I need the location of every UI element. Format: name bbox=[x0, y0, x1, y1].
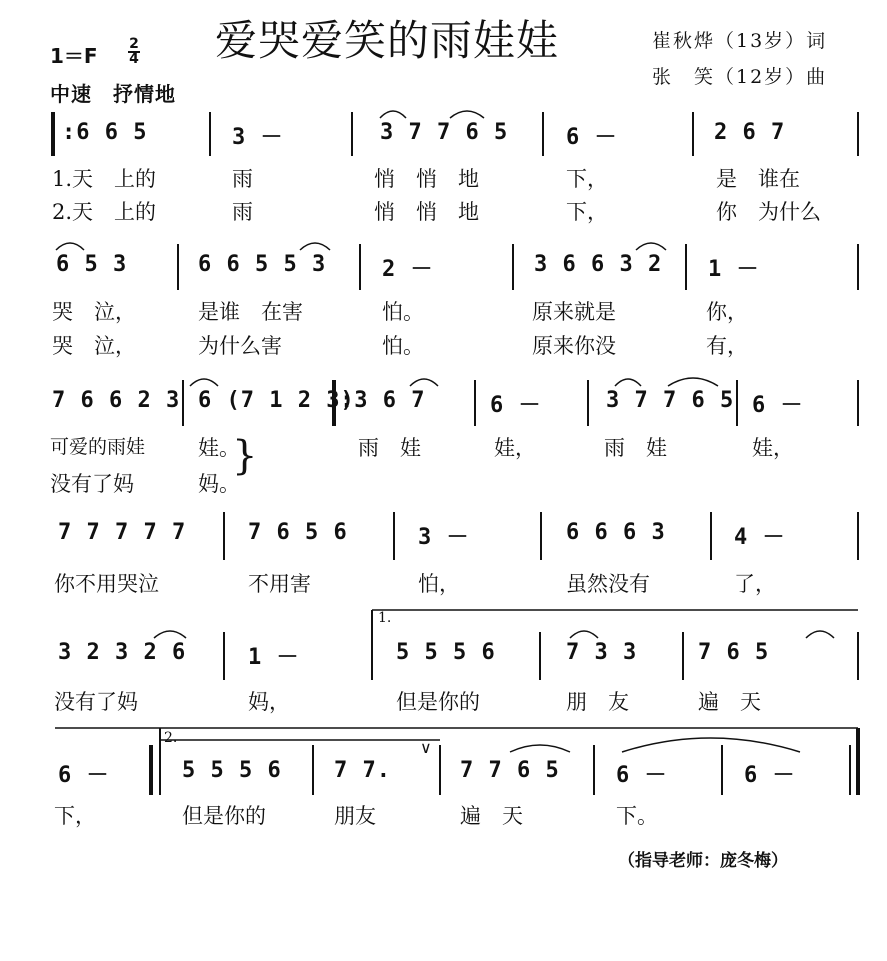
lyric-line-2: 哭 泣， bbox=[52, 334, 136, 358]
lyric-line: 妈， bbox=[248, 690, 290, 714]
measure-notes: :3 6 7 bbox=[340, 388, 426, 413]
lyric-line-2: 为什么害 bbox=[198, 334, 282, 358]
lyric-line-2: 怕。 bbox=[382, 334, 424, 358]
composer-credit: 张 笑（12岁）曲 bbox=[652, 66, 828, 88]
lyric-line: 遍 天 bbox=[460, 804, 523, 828]
measure-notes: 3 － bbox=[418, 525, 470, 550]
measure-notes: 1 － bbox=[248, 645, 300, 670]
measure-notes: 6 － bbox=[58, 763, 110, 788]
measure-notes: :6 6 5 bbox=[62, 120, 148, 145]
measure-notes: 6 － bbox=[490, 393, 542, 418]
measure-notes: 6 － bbox=[744, 763, 796, 788]
measure-notes: 6 6 5 5 3 bbox=[198, 252, 327, 277]
lyric-line-2: 2.天 上的 bbox=[52, 200, 157, 224]
lyric-line-1: 雨 bbox=[232, 167, 253, 191]
key-signature: 1＝F bbox=[50, 44, 98, 68]
measure-notes: 6 － bbox=[752, 393, 804, 418]
measure-notes: 4 － bbox=[734, 525, 786, 550]
lyric-line-1: 娃， bbox=[494, 436, 536, 460]
lyric-line-1: 你， bbox=[706, 300, 748, 324]
lyric-line-2: 有， bbox=[706, 334, 748, 358]
measure-notes: 7 6 5 6 bbox=[248, 520, 348, 545]
tempo-marking: 中速 抒情地 bbox=[50, 82, 176, 106]
measure-notes: 7 7. bbox=[334, 758, 391, 783]
breath-mark: ∨ bbox=[420, 738, 432, 757]
time-signature-top: 2 bbox=[129, 36, 139, 52]
lyric-line-1: 原来就是 bbox=[532, 300, 616, 324]
lyric-line: 虽然没有 bbox=[566, 572, 650, 596]
lyric-line: 怕， bbox=[418, 572, 460, 596]
measure-notes: 5 5 5 6 bbox=[182, 758, 282, 783]
lyric-line: 但是你的 bbox=[396, 690, 480, 714]
lyric-line: 不用害 bbox=[248, 572, 311, 596]
measure-notes: 3 7 7 6 5 bbox=[606, 388, 735, 413]
lyric-line-2: 悄 悄 地 bbox=[374, 200, 479, 224]
lyric-line-2: 雨 bbox=[232, 200, 253, 224]
measure-notes: 7 7 6 5 bbox=[460, 758, 560, 783]
measure-notes: 7 6 6 2 3 bbox=[52, 388, 181, 413]
lyric-line-1: 娃， bbox=[752, 436, 794, 460]
measure-notes: 7 3 3 bbox=[566, 640, 638, 665]
lyric-line: 你不用哭泣 bbox=[54, 572, 159, 596]
lyric-line-1: 哭 泣， bbox=[52, 300, 136, 324]
lyric-line-2: 原来你没 bbox=[532, 334, 616, 358]
second-ending-label: 2. bbox=[164, 730, 178, 746]
measure-notes: 1 － bbox=[708, 257, 760, 282]
lyric-line-1: 雨 娃 bbox=[358, 436, 421, 460]
measure-notes: 6 － bbox=[616, 763, 668, 788]
lyric-line-1: 是 谁在 bbox=[716, 167, 800, 191]
teacher-credit: （指导老师：庞冬梅） bbox=[618, 851, 788, 871]
lyric-line-1: 下， bbox=[566, 167, 608, 191]
lyric-line-1: 怕。 bbox=[382, 300, 424, 324]
song-title: 爱哭爱笑的雨娃娃 bbox=[215, 16, 560, 65]
lyric-line-1: 是谁 在害 bbox=[198, 300, 303, 324]
measure-notes: 5 5 5 6 bbox=[396, 640, 496, 665]
measure-notes: 7 6 5 bbox=[698, 640, 770, 665]
lyric-line-1: 可爱的雨娃 bbox=[50, 436, 146, 458]
lyric-line: 朋 友 bbox=[566, 690, 629, 714]
lyric-line: 下， bbox=[54, 804, 96, 828]
lyric-line-2: 你 为什么 bbox=[716, 200, 821, 224]
measure-notes: 3 － bbox=[232, 125, 284, 150]
verse-bracket: } bbox=[232, 433, 258, 479]
first-ending-label: 1. bbox=[378, 610, 392, 626]
measure-notes: 6 (7 1 2 3) bbox=[198, 388, 355, 413]
measure-notes: 2 6 7 bbox=[714, 120, 786, 145]
lyric-line: 遍 天 bbox=[698, 690, 761, 714]
measure-notes: 2 － bbox=[382, 257, 434, 282]
lyricist-credit: 崔秋烨（13岁）词 bbox=[652, 30, 828, 52]
measure-notes: 7 7 7 7 7 bbox=[58, 520, 187, 545]
lyric-line: 朋友 bbox=[334, 804, 376, 828]
lyric-line-1: 雨 娃 bbox=[604, 436, 667, 460]
lyric-line-1: 1.天 上的 bbox=[52, 167, 157, 191]
time-signature-bottom: 4 bbox=[129, 51, 139, 67]
lyric-line-2: 妈。 bbox=[198, 472, 240, 496]
lyric-line-2: 没有了妈 bbox=[50, 472, 134, 496]
lyric-line-2: 下， bbox=[566, 200, 608, 224]
measure-notes: 3 7 7 6 5 bbox=[380, 120, 509, 145]
lyric-line: 但是你的 bbox=[182, 804, 266, 828]
lyric-line: 下。 bbox=[616, 804, 658, 828]
lyric-line-1: 悄 悄 地 bbox=[374, 167, 479, 191]
measure-notes: 6 5 3 bbox=[56, 252, 128, 277]
lyric-line: 没有了妈 bbox=[54, 690, 138, 714]
lyric-line-1: 娃。 bbox=[198, 436, 240, 460]
lyric-line: 了， bbox=[734, 572, 776, 596]
measure-notes: 6 － bbox=[566, 125, 618, 150]
measure-notes: 6 6 6 3 bbox=[566, 520, 666, 545]
measure-notes: 3 2 3 2 6 bbox=[58, 640, 187, 665]
measure-notes: 3 6 6 3 2 bbox=[534, 252, 663, 277]
